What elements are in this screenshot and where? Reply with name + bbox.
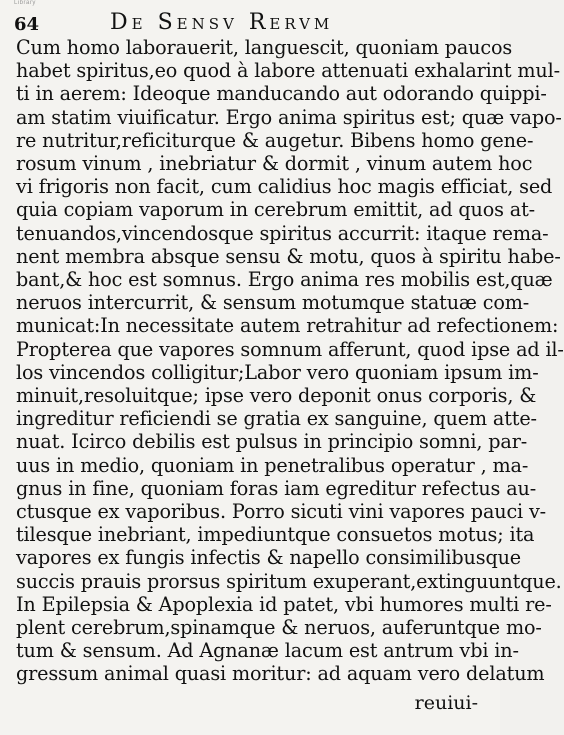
text-line: ctusque ex vaporibus. Porro sicuti vini vapores pauci v- bbox=[16, 500, 546, 524]
text-line: tilesque inebriant, impediuntque consuetos motus; ita bbox=[16, 523, 535, 547]
text-line: nuat. Icirco debilis est pulsus in principio somni, par- bbox=[16, 430, 528, 454]
text-line: tenuandos,vincendosque spiritus accurrit: itaque rema- bbox=[16, 221, 549, 245]
text-line: am statim viuificatur. Ergo anima spiritus est; quæ vapo- bbox=[16, 105, 562, 129]
text-line: tum & sensum. Ad Agnanæ lacum est antrum vbi in- bbox=[16, 639, 519, 663]
text-line: gressum animal quasi moritur: ad aquam vero delatum bbox=[16, 662, 545, 686]
body-text bbox=[16, 36, 564, 686]
library-watermark: Library bbox=[14, 0, 36, 6]
text-line: plent cerebrum,spinamque & neruos, auferuntque mo- bbox=[16, 616, 542, 640]
text-line: los vincendos colligitur;Labor vero quoniam ipsum im- bbox=[16, 360, 539, 384]
running-head: De Sensv Rervm bbox=[110, 10, 334, 35]
catchword: reuiui- bbox=[414, 692, 478, 714]
text-line: quia copiam vaporum in cerebrum emittit, ad quos at- bbox=[16, 198, 535, 222]
text-line: rosum vinum , inebriatur & dormit , vinum autem hoc bbox=[16, 152, 533, 176]
text-line: minuit,resoluitque; ipse vero deponit onus corporis, & bbox=[16, 384, 537, 408]
text-line: municat:In necessitate autem retrahitur ad refectionem: bbox=[16, 314, 559, 338]
text-line: gnus in fine, quoniam foras iam egreditur refectus au- bbox=[16, 476, 537, 500]
page-header bbox=[0, 8, 500, 34]
text-line: ti in aerem: Ideoque manducando aut odorando quippi- bbox=[16, 82, 547, 106]
text-line: succis prauis prorsus spiritum exuperant,extinguuntque. bbox=[16, 569, 562, 593]
text-line: vi frigoris non facit, cum calidius hoc magis efficiat, sed bbox=[16, 175, 553, 199]
text-line: Cum homo laborauerit, languescit, quoniam paucos bbox=[16, 36, 513, 59]
text-line: Propterea que vapores somnum afferunt, quod ipse ad il- bbox=[16, 337, 564, 361]
page-number: 64 bbox=[14, 14, 40, 35]
text-line: neruos intercurrit, & sensum motumque statuæ com- bbox=[16, 291, 530, 315]
text-line: vapores ex fungis infectis & napello consimilibusque bbox=[16, 546, 521, 570]
text-line: In Epilepsia & Apoplexia id patet, vbi humores multi re- bbox=[16, 592, 552, 616]
text-line: nent membra absque sensu & motu, quos à spiritu habe- bbox=[16, 244, 561, 268]
text-line: re nutritur,reficiturque & augetur. Bibens homo gene- bbox=[16, 128, 534, 152]
text-line: habet spiritus,eo quod à labore attenuati exhalarint mul- bbox=[16, 59, 560, 83]
text-line: bant,& hoc est somnus. Ergo anima res mobilis est,quæ bbox=[16, 268, 553, 292]
text-line: uus in medio, quoniam in penetralibus operatur , ma- bbox=[16, 453, 529, 477]
text-line: ingreditur reficiendi se gratia ex sanguine, quem atte- bbox=[16, 407, 537, 431]
